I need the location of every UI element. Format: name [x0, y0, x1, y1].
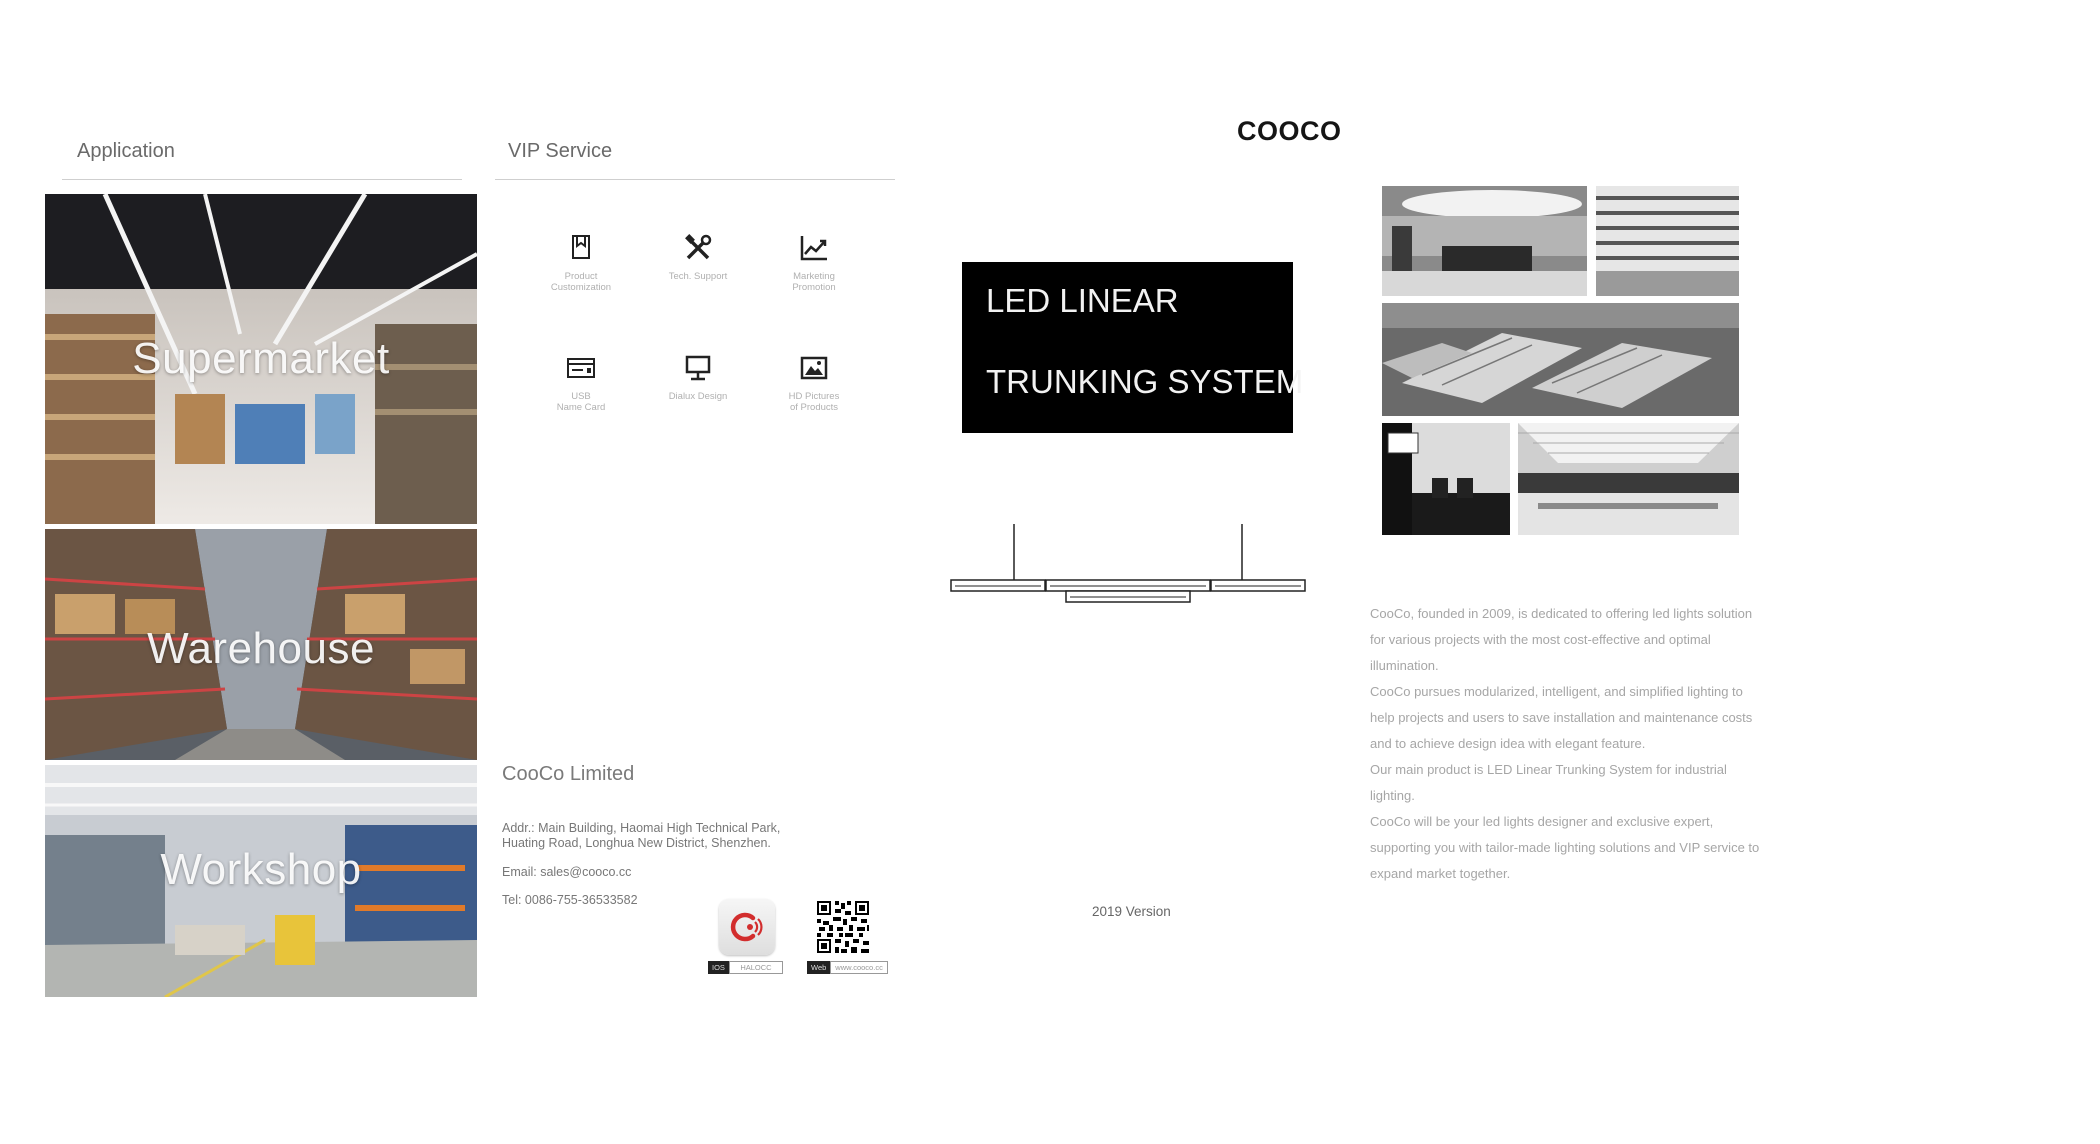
cover-title-line1: LED LINEAR: [986, 282, 1179, 319]
about-text: [1370, 601, 1765, 887]
ios-tag-value: HALOCC: [729, 961, 783, 974]
company-address-line1: Addr.: Main Building, Haomai High Technical Park,: [502, 821, 781, 835]
name-card-icon: [565, 352, 597, 384]
vip-label: Tech. Support: [668, 271, 728, 282]
atrium-photo: [1518, 423, 1739, 535]
company-email: Email: sales@cooco.cc: [502, 865, 632, 879]
cover-title-box: [962, 262, 1304, 433]
version-label: 2019 Version: [1092, 904, 1171, 919]
web-tag: [807, 961, 882, 974]
web-tag-value[interactable]: www.cooco.cc: [830, 961, 888, 974]
cover-title-line2: TRUNKING SYSTEM: [986, 363, 1304, 400]
cooco-logo: COOCO: [1237, 116, 1342, 146]
application-heading: Application: [77, 140, 175, 162]
monitor-icon: [682, 352, 714, 384]
bookmark-icon: [565, 232, 597, 264]
about-paragraph: CooCo will be your led lights designer and exclusive expert, supporting you with tailor-made lighting solutions and VIP service to expand market together.: [1370, 814, 1760, 881]
lobby-photo: [1382, 186, 1587, 296]
tools-icon: [682, 232, 714, 264]
picture-icon: [798, 352, 830, 384]
web-tag-key: Web: [807, 961, 830, 974]
vip-product-customization: [523, 232, 639, 293]
vip-label: USB Name Card: [556, 391, 606, 413]
vip-service-divider: [495, 179, 895, 180]
vip-label: HD Pictures of Products: [788, 391, 840, 413]
supermarket-tile: [45, 194, 477, 524]
vip-hd-pictures: [756, 352, 872, 413]
vip-service-heading: VIP Service: [508, 140, 613, 162]
factory-aerial-photo: [1382, 303, 1739, 416]
application-divider: [62, 179, 462, 180]
vip-label: Marketing Promotion: [792, 271, 836, 293]
qr-code-icon[interactable]: [815, 899, 871, 955]
company-name: CooCo Limited: [502, 763, 635, 785]
office-photo: [1382, 423, 1510, 535]
vip-label: Dialux Design: [668, 391, 728, 402]
about-paragraph: CooCo, founded in 2009, is dedicated to offering led lights solution for various projects with the most cost-effective and optimal illumination.: [1370, 606, 1753, 673]
ios-app-tag: [708, 961, 783, 974]
chart-line-icon: [798, 232, 830, 264]
building-facade-photo: [1596, 186, 1739, 296]
about-paragraph: Our main product is LED Linear Trunking System for industrial lighting.: [1370, 762, 1727, 803]
company-tel: Tel: 0086-755-36533582: [502, 893, 638, 907]
workshop-tile: [45, 765, 477, 997]
vip-tech-support: [640, 232, 756, 282]
app-logo-icon: [719, 899, 775, 955]
vip-dialux-design: [640, 352, 756, 402]
vip-label: Product Customization: [550, 271, 612, 293]
vip-marketing-promotion: [756, 232, 872, 293]
company-address-line2: Huating Road, Longhua New District, Shenzhen.: [502, 836, 771, 850]
app-badge[interactable]: [719, 899, 775, 955]
supermarket-label: Supermarket: [132, 334, 390, 383]
warehouse-tile: [45, 529, 477, 760]
ios-tag-key: IOS: [708, 961, 729, 974]
linear-light-fixture-icon: [948, 520, 1308, 610]
vip-usb-name-card: [523, 352, 639, 413]
about-paragraph: CooCo pursues modularized, intelligent, and simplified lighting to help projects and users to save installation and maintenance costs and to achieve design idea with elegant feature.: [1370, 684, 1753, 751]
warehouse-label: Warehouse: [147, 624, 375, 673]
workshop-label: Workshop: [160, 845, 362, 894]
